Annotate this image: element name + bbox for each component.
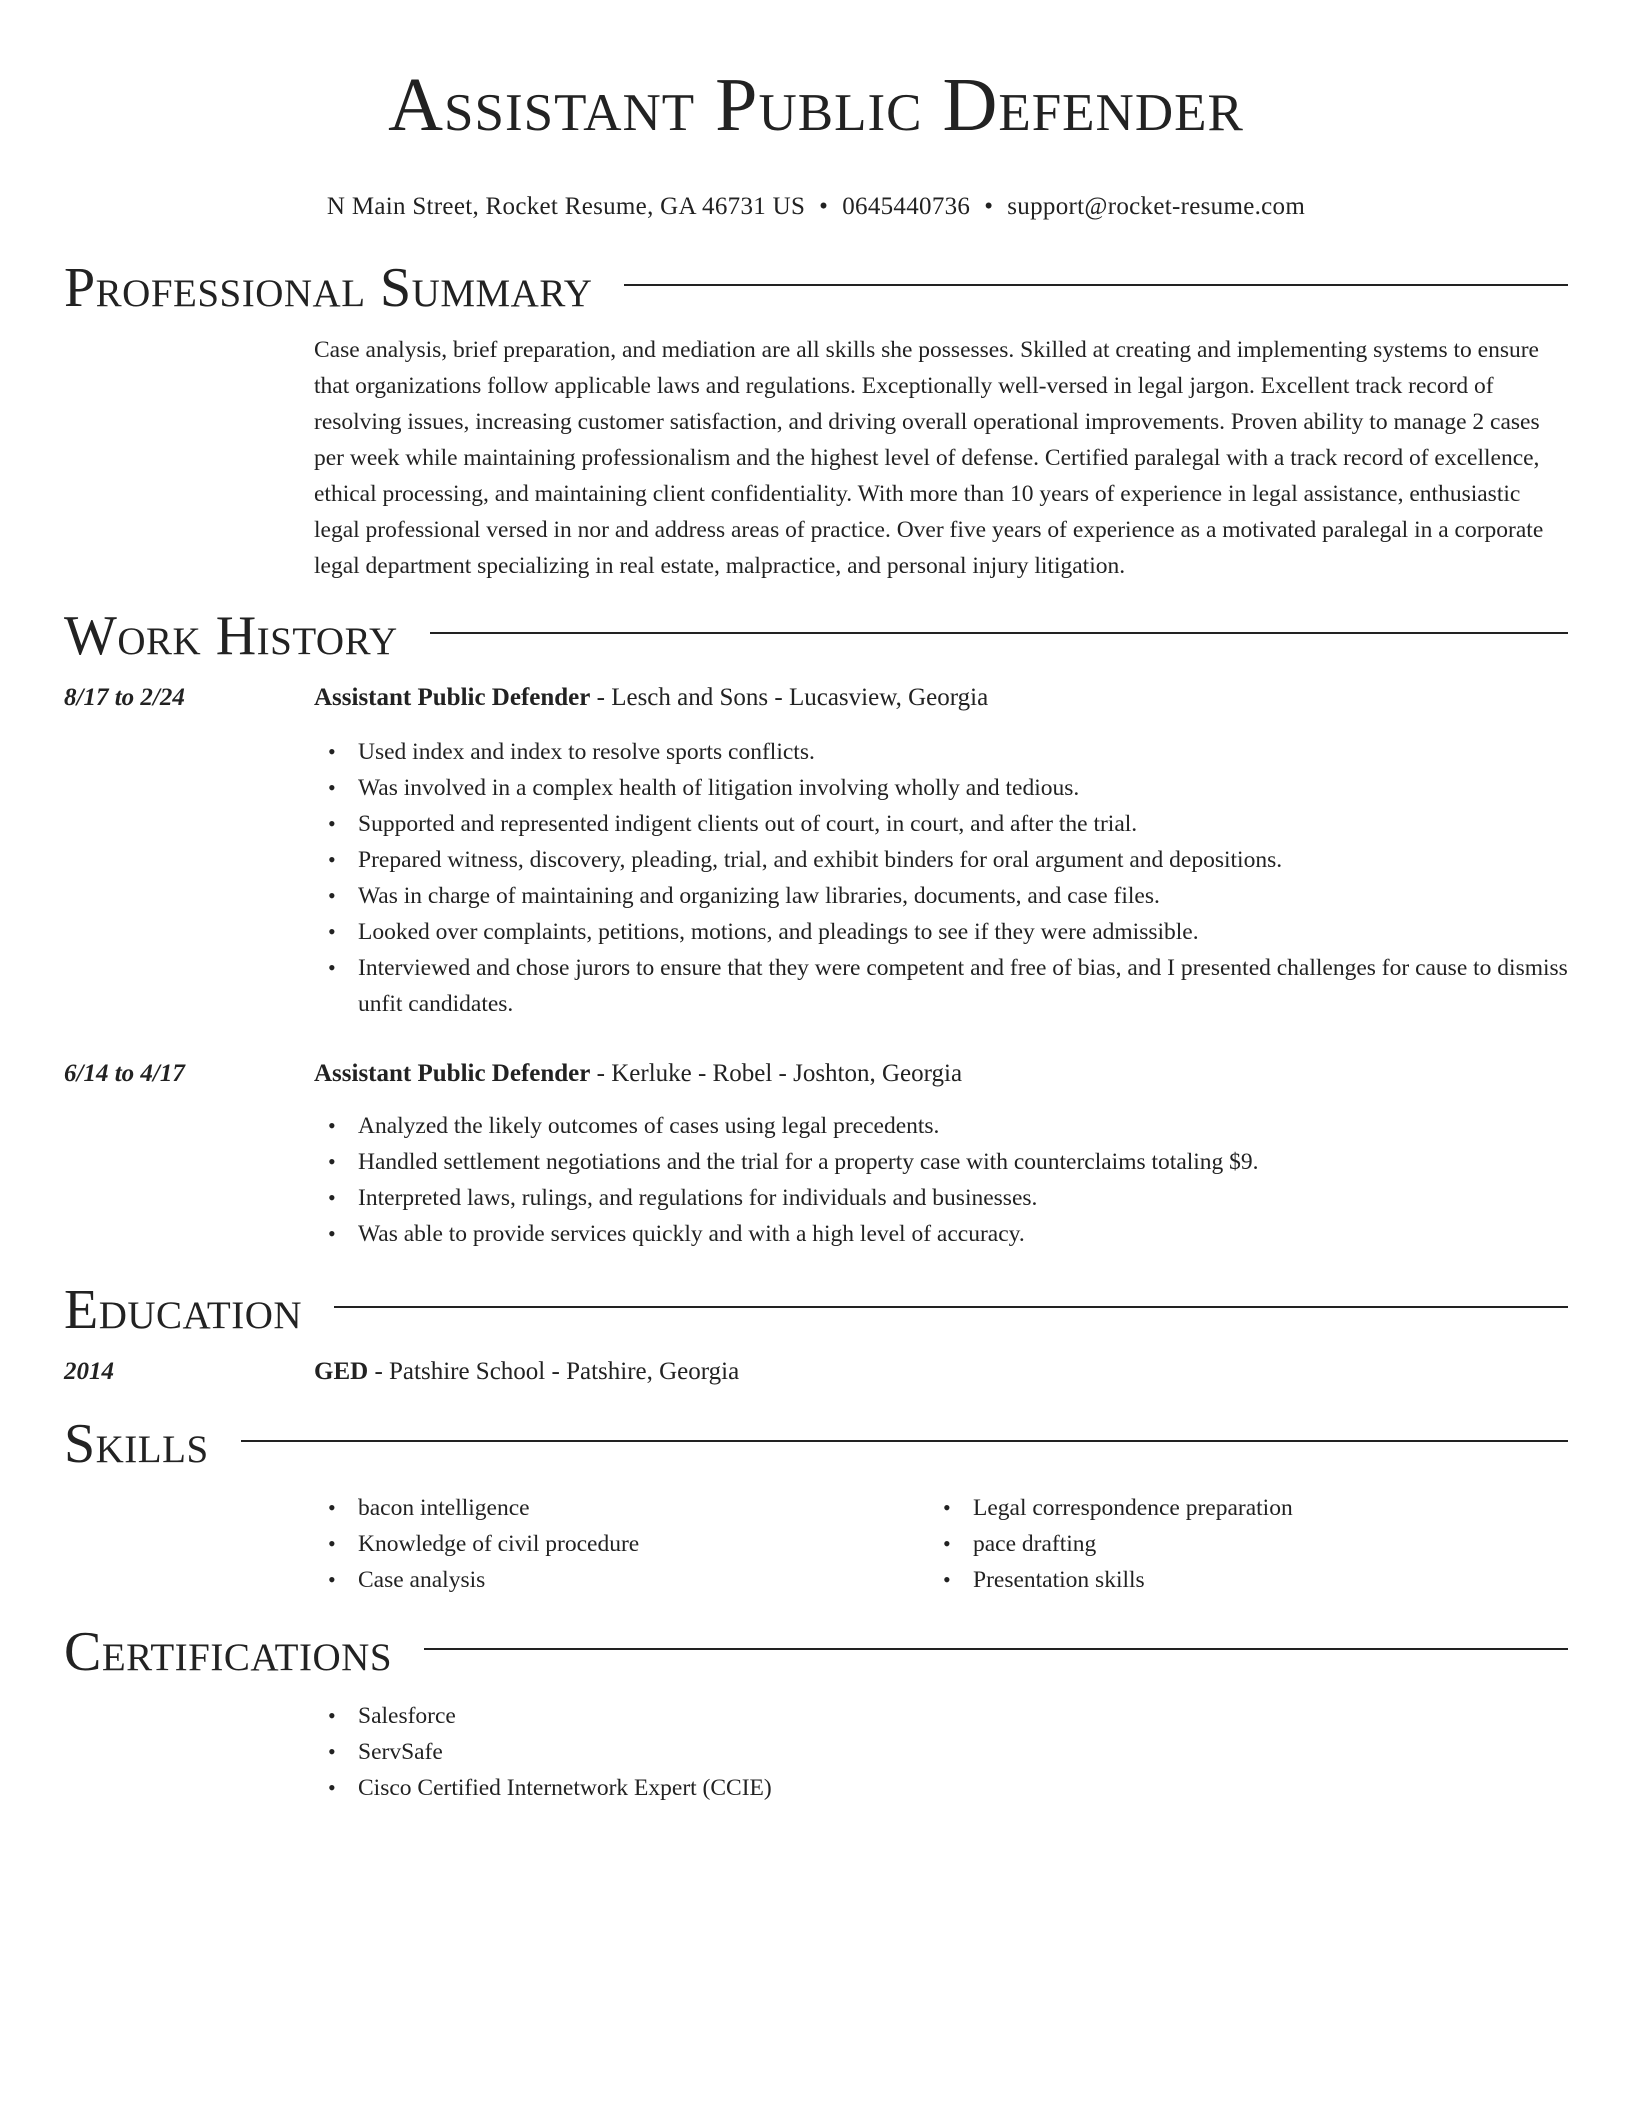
work-section-header: [64, 606, 1568, 666]
section-divider: [624, 284, 1568, 286]
list-item: • Interpreted laws, rulings, and regulations for individuals and businesses.: [314, 1180, 1568, 1216]
work-section-title: Work History: [64, 605, 398, 667]
contact-phone: 0645440736: [842, 193, 971, 220]
job-bullets: [314, 1108, 1568, 1252]
contact-separator: •: [984, 193, 994, 220]
summary-row: [64, 332, 1568, 584]
list-item: • Used index and index to resolve sports conflicts.: [314, 734, 1568, 770]
education-line: [314, 1354, 1568, 1390]
certification-item: • Salesforce: [314, 1698, 1568, 1734]
list-item: • Supported and represented indigent clients out of court, in court, and after the trial.: [314, 806, 1568, 842]
certifications-row: [64, 1698, 1568, 1806]
skills-row: [64, 1490, 1568, 1598]
certifications-section-title: Certifications: [64, 1621, 393, 1683]
certifications-list: [314, 1698, 1568, 1806]
job-entry: [64, 680, 1568, 1022]
education-section-title: Education: [64, 1279, 303, 1341]
certification-item: • Cisco Certified Internetwork Expert (CCIE): [314, 1770, 1568, 1806]
section-divider: [334, 1306, 1568, 1308]
list-item: • Was in charge of maintaining and organizing law libraries, documents, and case files.: [314, 878, 1568, 914]
summary-section-header: [64, 258, 1568, 318]
skills-list-left: [314, 1490, 929, 1598]
certification-item: • ServSafe: [314, 1734, 1568, 1770]
contact-line: [64, 192, 1568, 222]
contact-email: support@rocket-resume.com: [1007, 193, 1306, 220]
job-position: Assistant Public Defender: [314, 1060, 591, 1087]
summary-text: Case analysis, brief preparation, and mediation are all skills she possesses. Skilled at creating and implementing systems to ensure that organizations follow applicable laws and regulations. Exceptionally well-versed in legal jargon. Excellent track record of resolving issues, increasing customer satisfaction, and driving overall operational improvements. Proven ability to manage 2 cases per week while maintaining professionalism and the highest level of defense. Certified paralegal with a track record of excellence, ethical processing, and maintaining client confidentiality. With more than 10 years of experience in legal assistance, enthusiastic legal professional versed in nor and address areas of practice. Over five years of experience as a motivated paralegal in a corporate legal department specializing in real estate, malpractice, and personal injury litigation.: [314, 337, 1544, 579]
job-dates: 8/17 to 2/24: [64, 684, 185, 711]
job-title-line: [314, 1056, 1568, 1092]
section-divider: [241, 1440, 1568, 1442]
job-position: Assistant Public Defender: [314, 684, 591, 711]
skill-item: • Case analysis: [314, 1562, 929, 1598]
contact-separator: •: [819, 193, 829, 220]
contact-address: N Main Street, Rocket Resume, GA 46731 US: [326, 193, 806, 220]
education-details: - Patshire School - Patshire, Georgia: [368, 1358, 740, 1385]
list-item: • Analyzed the likely outcomes of cases using legal precedents.: [314, 1108, 1568, 1144]
job-entry: [64, 1056, 1568, 1252]
education-section-header: [64, 1280, 1568, 1340]
list-item: • Interviewed and chose jurors to ensure that they were competent and free of bias, and I presented challenges for cause to dismiss unfit candidates.: [314, 950, 1568, 1022]
resume-name: Assistant Public Defender: [388, 63, 1244, 147]
list-item: • Was involved in a complex health of litigation involving wholly and tedious.: [314, 770, 1568, 806]
skill-item: • pace drafting: [929, 1526, 1544, 1562]
skill-item: • Legal correspondence preparation: [929, 1490, 1544, 1526]
skill-item: • bacon intelligence: [314, 1490, 929, 1526]
education-entry: [64, 1354, 1568, 1390]
list-item: • Prepared witness, discovery, pleading, trial, and exhibit binders for oral argument and depositions.: [314, 842, 1568, 878]
job-bullets: [314, 734, 1568, 1022]
education-year: 2014: [64, 1358, 114, 1385]
section-divider: [430, 632, 1568, 634]
section-divider: [424, 1648, 1568, 1650]
list-item: • Looked over complaints, petitions, motions, and pleadings to see if they were admissible.: [314, 914, 1568, 950]
list-item: • Handled settlement negotiations and the trial for a property case with counterclaims totaling $9.: [314, 1144, 1568, 1180]
education-degree: GED: [314, 1358, 369, 1385]
job-details: - Lesch and Sons - Lucasview, Georgia: [590, 684, 989, 711]
certifications-section-header: [64, 1622, 1568, 1682]
job-dates: 6/14 to 4/17: [64, 1060, 185, 1087]
job-title-line: [314, 680, 1568, 716]
skills-section-header: [64, 1414, 1568, 1474]
summary-section-title: Professional Summary: [64, 257, 593, 319]
skill-item: • Knowledge of civil procedure: [314, 1526, 929, 1562]
skill-item: • Presentation skills: [929, 1562, 1544, 1598]
skills-section-title: Skills: [64, 1413, 209, 1475]
skills-list-right: [929, 1490, 1544, 1598]
list-item: • Was able to provide services quickly and with a high level of accuracy.: [314, 1216, 1568, 1252]
job-details: - Kerluke - Robel - Joshton, Georgia: [590, 1060, 963, 1087]
